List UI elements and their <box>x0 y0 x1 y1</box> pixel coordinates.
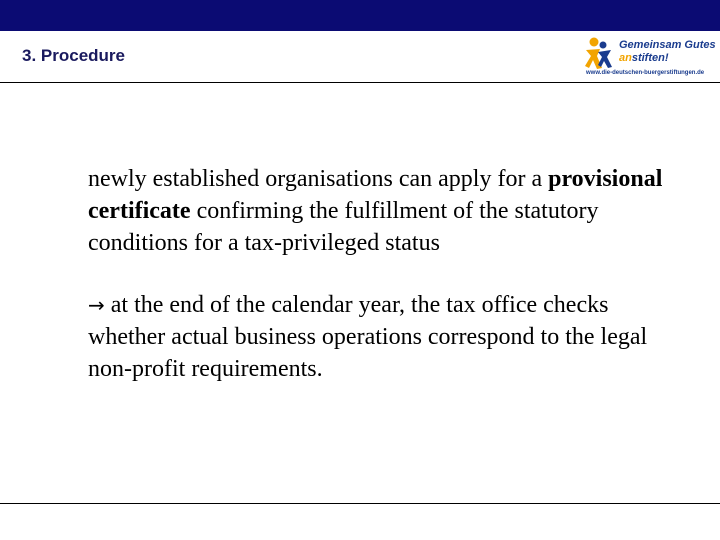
para1-text-after: confirming the fulfillment of the statutory conditions for a tax-privileged status <box>88 198 599 256</box>
logo-rest-text: stiften! <box>631 52 669 64</box>
logo <box>583 34 716 80</box>
logo-text-line2 <box>619 52 669 64</box>
slide-body <box>88 163 678 385</box>
header-divider <box>0 82 720 83</box>
slide-title: 3. Procedure <box>22 46 125 65</box>
figure-logo-icon <box>583 36 617 70</box>
footer-divider <box>0 503 720 504</box>
paragraph-provisional-certificate <box>88 163 678 259</box>
top-bar <box>0 0 720 31</box>
logo-text-line1: Gemeinsam Gutes <box>619 39 716 51</box>
arrow-right-icon: → <box>88 293 105 317</box>
slide-header <box>0 31 720 81</box>
logo-accent-text: an <box>619 52 632 64</box>
para1-text-before: newly established organisations can apply for a <box>88 166 549 192</box>
logo-url: www.die-deutschen-buergerstiftungen.de <box>586 70 705 76</box>
paragraph-year-end-check <box>88 289 678 385</box>
para1-bold-term: provisional certificate <box>88 166 663 224</box>
para2-text: at the end of the calendar year, the tax office checks whether actual business operations correspond to the legal non-profit requirements. <box>88 292 648 382</box>
